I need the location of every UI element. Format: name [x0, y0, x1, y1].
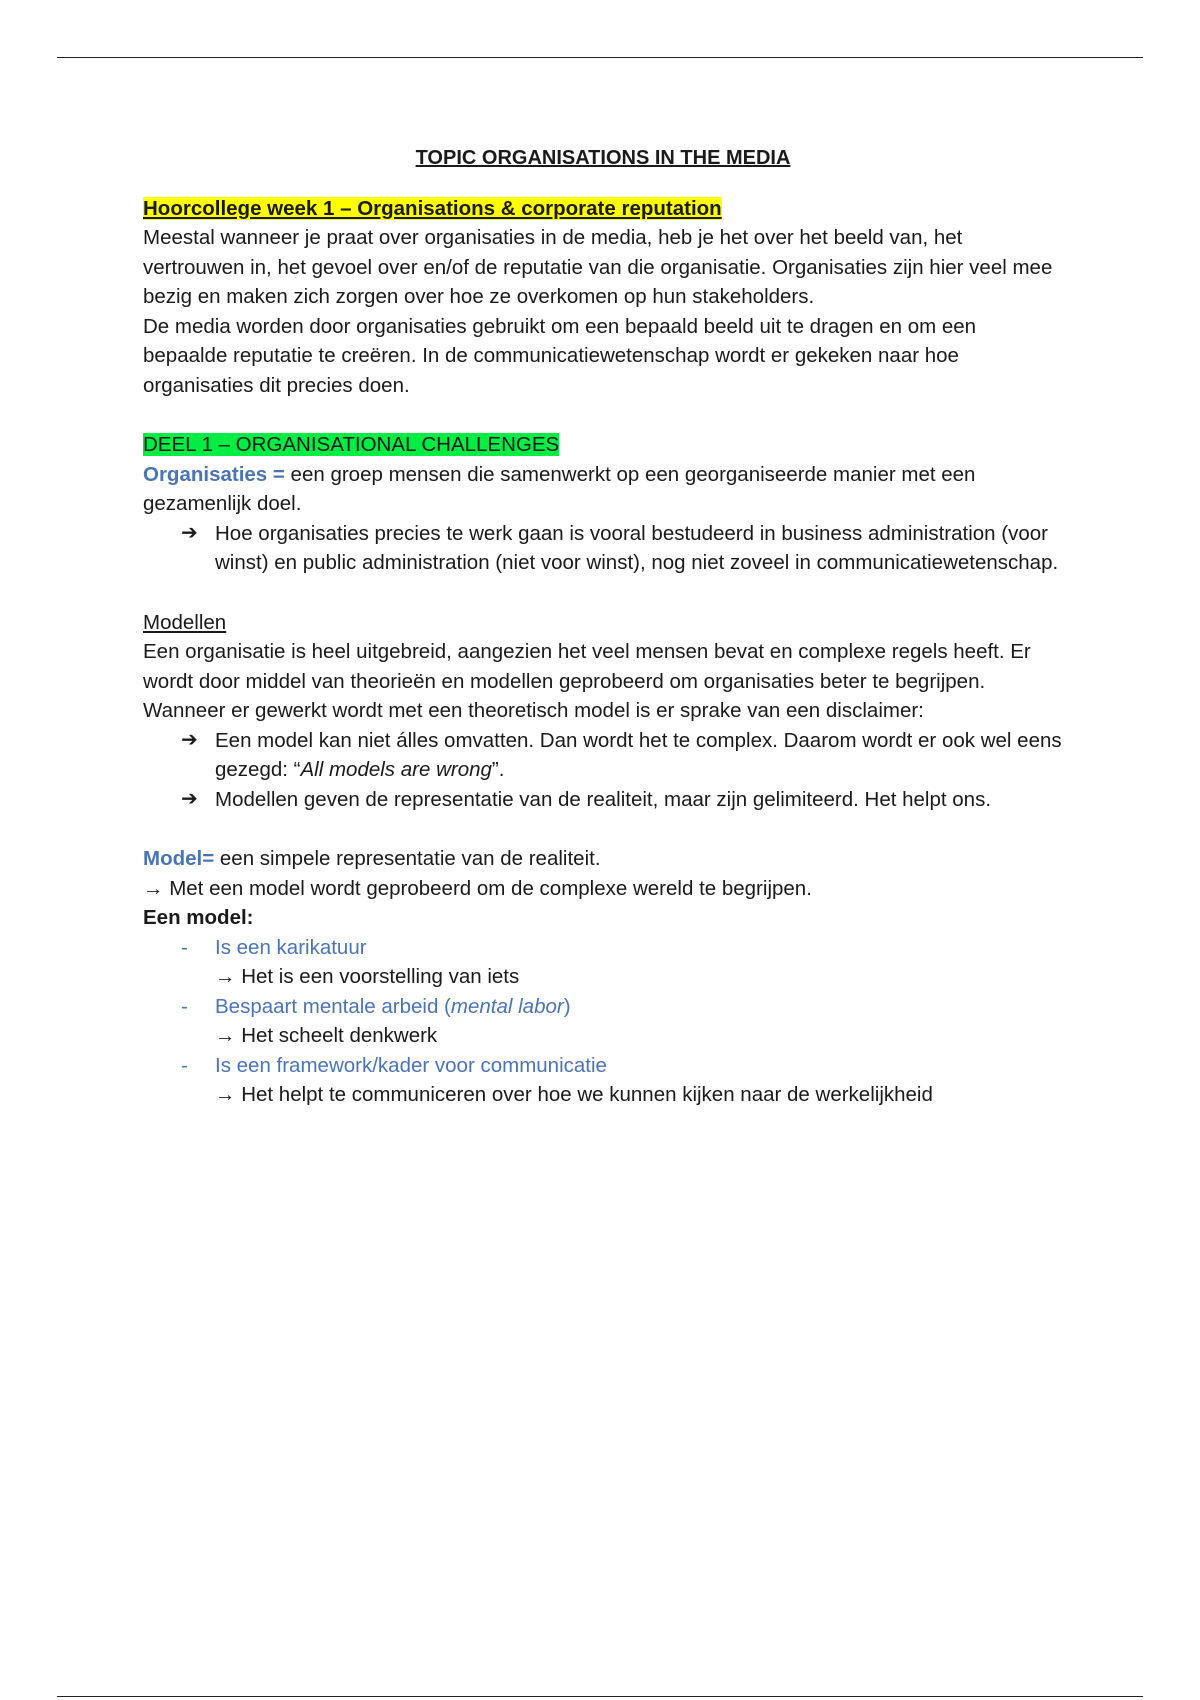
item-label: Is een karikatuur — [215, 935, 367, 959]
arrow-list — [143, 519, 1063, 578]
definition-text: een simpele representatie van de realiteit. — [214, 847, 601, 870]
intro-paragraph-1: Meestal wanneer je praat over organisaties in de media, heb je het over het beeld van, het vertrouwen in, het gevoel over en/of de reputatie van die organisatie. Organisaties zijn hier veel mee bezig en maken zich zorgen over hoe ze overkomen op hun stakeholders. — [143, 226, 1053, 308]
definition-term: Organisaties = — [143, 462, 285, 486]
modellen-heading: Modellen — [143, 610, 227, 634]
dash-bullet: - — [181, 1053, 188, 1077]
item-label: Bespaart mentale arbeid ( — [215, 994, 451, 1018]
section-heading-deel1 — [143, 430, 1063, 460]
list-item — [143, 726, 1063, 785]
highlighted-heading: Hoorcollege week 1 – Organisations & corporate reputation — [143, 196, 722, 220]
model-list-heading: Een model: — [143, 906, 254, 929]
item-sub: → Het is een voorstelling van iets — [215, 965, 520, 988]
definition-term: Model= — [143, 847, 215, 870]
model-definition — [143, 844, 1063, 874]
list-item — [143, 1051, 1063, 1081]
list-item-sub — [143, 1021, 1063, 1051]
list-item-text: Een model kan niet álles omvatten. Dan wordt het te complex. Daarom wordt er ook wel eens gezegd: “ — [215, 728, 1062, 781]
model-arrow-line: → Met een model wordt geprobeerd om de complexe wereld te begrijpen. — [143, 876, 812, 900]
dash-bullet: - — [181, 935, 188, 959]
dash-bullet: - — [181, 994, 188, 1018]
item-label-end: ) — [563, 994, 571, 1018]
organisaties-definition — [143, 460, 1063, 519]
list-item-text-end: ”. — [491, 758, 505, 781]
list-item — [143, 519, 1063, 578]
italic-quote: All models are wrong — [300, 758, 492, 781]
document-page — [143, 140, 1063, 1110]
item-sub: → Het scheelt denkwerk — [215, 1024, 438, 1047]
document-title: TOPIC ORGANISATIONS IN THE MEDIA — [415, 147, 791, 169]
arrow-icon: ➔ — [181, 521, 198, 544]
modellen-paragraph-1: Een organisatie is heel uitgebreid, aangezien het veel mensen bevat en complexe regels heeft. Er wordt door middel van theorieën en modellen geprobeerd om organisaties beter te begrijpen. — [143, 640, 1031, 693]
arrow-icon: ➔ — [181, 728, 198, 751]
modellen-paragraph-2: Wanneer er gewerkt wordt met een theoretisch model is er sprake van een disclaimer: — [143, 699, 924, 722]
header-rule — [57, 57, 1143, 58]
list-item — [143, 992, 1063, 1022]
footer-rule — [57, 1696, 1143, 1697]
definition-text: een groep mensen die samenwerkt op een georganiseerde manier met een gezamenlijk doel. — [143, 462, 976, 515]
section-heading-week1 — [143, 194, 1063, 224]
list-item-text: Hoe organisaties precies te werk gaan is vooral bestudeerd in business administration (voor winst) en public administration (niet voor winst), nog niet zoveel in communicatiewetenschap. — [215, 521, 1059, 574]
list-item-sub — [143, 962, 1063, 992]
item-label: Is een framework/kader voor communicatie — [215, 1053, 607, 1077]
green-highlighted-heading: DEEL 1 – ORGANISATIONAL CHALLENGES — [143, 433, 560, 456]
item-sub: → Het helpt te communiceren over hoe we kunnen kijken naar de werkelijkheid — [215, 1083, 933, 1106]
disclaimer-list — [143, 726, 1063, 815]
intro-paragraph-2: De media worden door organisaties gebruikt om een bepaald beeld uit te dragen en om een bepaalde reputatie te creëren. In de communicatiewetenschap wordt er gekeken naar hoe organisaties dit precies doen. — [143, 314, 977, 397]
model-properties-list — [143, 933, 1063, 1110]
item-label-italic: mental labor — [450, 994, 564, 1018]
list-item-sub — [143, 1080, 1063, 1110]
list-item — [143, 785, 1063, 815]
list-item — [143, 933, 1063, 963]
list-item-text: Modellen geven de representatie van de realiteit, maar zijn gelimiteerd. Het helpt ons. — [215, 787, 992, 811]
arrow-icon: ➔ — [181, 787, 198, 810]
